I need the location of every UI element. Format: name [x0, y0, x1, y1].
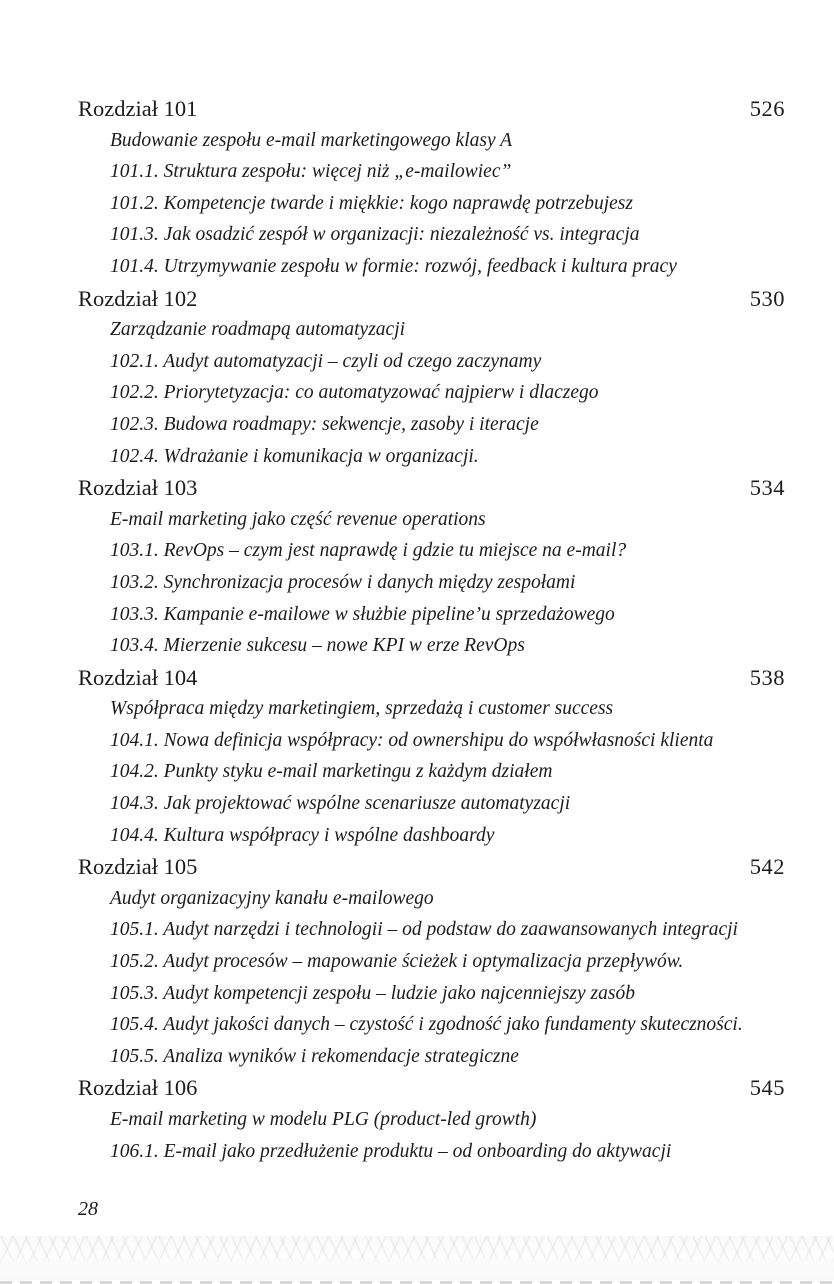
toc-entry: 103.2. Synchronizacja procesów i danych między zespołami	[110, 571, 576, 593]
toc-entry: 103.1. RevOps – czym jest naprawdę i gdzie tu miejsce na e-mail?	[110, 540, 627, 562]
chapter-subtitle: Zarządzanie roadmapą automatyzacji	[110, 319, 406, 341]
toc-entry: 101.1. Struktura zespołu: więcej niż „e-mailowiec”	[110, 161, 512, 183]
toc-chapter-104	[78, 662, 785, 852]
toc-entry: 104.3. Jak projektować wspólne scenariusze automatyzacji	[110, 793, 571, 815]
toc-entry: 104.2. Punkty styku e-mail marketingu z każdym działem	[110, 761, 553, 783]
chapter-title: Rozdział 105	[78, 854, 198, 880]
toc-chapter-102	[78, 283, 785, 473]
toc-entry: 101.4. Utrzymywanie zespołu w formie: rozwój, feedback i kultura pracy	[110, 255, 677, 277]
toc-chapter-105	[78, 851, 785, 1072]
toc-chapter-heading	[78, 283, 785, 315]
toc-entry: 105.4. Audyt jakości danych – czystość i zgodność jako fundamenty skuteczności.	[110, 1014, 743, 1036]
chapter-title: Rozdział 101	[78, 96, 198, 121]
toc-chapter-106	[78, 1072, 785, 1167]
toc-entry: 105.1. Audyt narzędzi i technologii – od podstaw do zaawansowanych integracji	[110, 919, 738, 941]
toc-entry: 105.2. Audyt procesów – mapowanie ścieżek i optymalizacja przepływów.	[110, 951, 684, 973]
chapter-page-number: 534	[749, 475, 785, 501]
chapter-title: Rozdział 103	[78, 475, 198, 501]
chapter-page-number: 526	[749, 96, 785, 121]
toc-entry: 105.3. Audyt kompetencji zespołu – ludzie jako najcenniejszy zasób	[110, 982, 635, 1004]
chapter-title: Rozdział 104	[78, 664, 198, 690]
page-number: 28	[78, 1198, 98, 1220]
table-of-contents	[78, 93, 785, 1167]
toc-entry: 102.1. Audyt automatyzacji – czyli od czego zaczynamy	[110, 350, 542, 372]
chapter-subtitle: E-mail marketing jako część revenue operations	[110, 508, 486, 530]
toc-entry: 101.3. Jak osadzić zespół w organizacji: niezależność vs. integracja	[110, 224, 640, 246]
chapter-page-number: 542	[749, 854, 785, 880]
toc-chapter-heading	[78, 1072, 785, 1104]
toc-entry: 106.1. E-mail jako przedłużenie produktu – od onboarding do aktywacji	[110, 1140, 672, 1162]
toc-chapter-heading	[78, 851, 785, 883]
toc-chapter-103	[78, 472, 785, 662]
chapter-title: Rozdział 106	[78, 1075, 198, 1101]
toc-entry: 101.2. Kompetencje twarde i miękkie: kogo naprawdę potrzebujesz	[110, 192, 633, 214]
toc-entry: 104.4. Kultura współpracy i wspólne dashboardy	[110, 824, 495, 846]
chapter-subtitle: Budowanie zespołu e-mail marketingowego klasy A	[110, 129, 513, 151]
toc-chapter-heading	[78, 662, 785, 694]
chapter-page-number: 530	[749, 285, 785, 311]
chapter-title: Rozdział 102	[78, 285, 198, 311]
paper-edge-fade	[0, 1258, 834, 1280]
toc-chapter-heading	[78, 93, 785, 125]
chapter-page-number: 545	[749, 1075, 785, 1101]
toc-entry: 104.1. Nowa definicja współpracy: od ownershipu do współwłasności klienta	[110, 729, 714, 751]
chapter-page-number: 538	[749, 664, 785, 690]
toc-entry: 103.3. Kampanie e-mailowe w służbie pipeline’u sprzedażowego	[110, 603, 615, 625]
toc-chapter-101	[78, 93, 785, 283]
chapter-subtitle: E-mail marketing w modelu PLG (product-led growth)	[110, 1109, 537, 1130]
chapter-subtitle: Audyt organizacyjny kanału e-mailowego	[110, 887, 434, 909]
toc-entry: 105.5. Analiza wyników i rekomendacje strategiczne	[110, 1045, 519, 1067]
toc-entry: 102.3. Budowa roadmapy: sekwencje, zasoby i iteracje	[110, 413, 539, 435]
toc-chapter-heading	[78, 472, 785, 504]
toc-entry: 102.2. Priorytetyzacja: co automatyzować najpierw i dlaczego	[110, 382, 599, 404]
toc-entry: 103.4. Mierzenie sukcesu – nowe KPI w erze RevOps	[110, 635, 525, 657]
chapter-subtitle: Współpraca między marketingiem, sprzedażą i customer success	[110, 698, 614, 720]
toc-entry: 102.4. Wdrażanie i komunikacja w organizacji.	[110, 445, 479, 467]
